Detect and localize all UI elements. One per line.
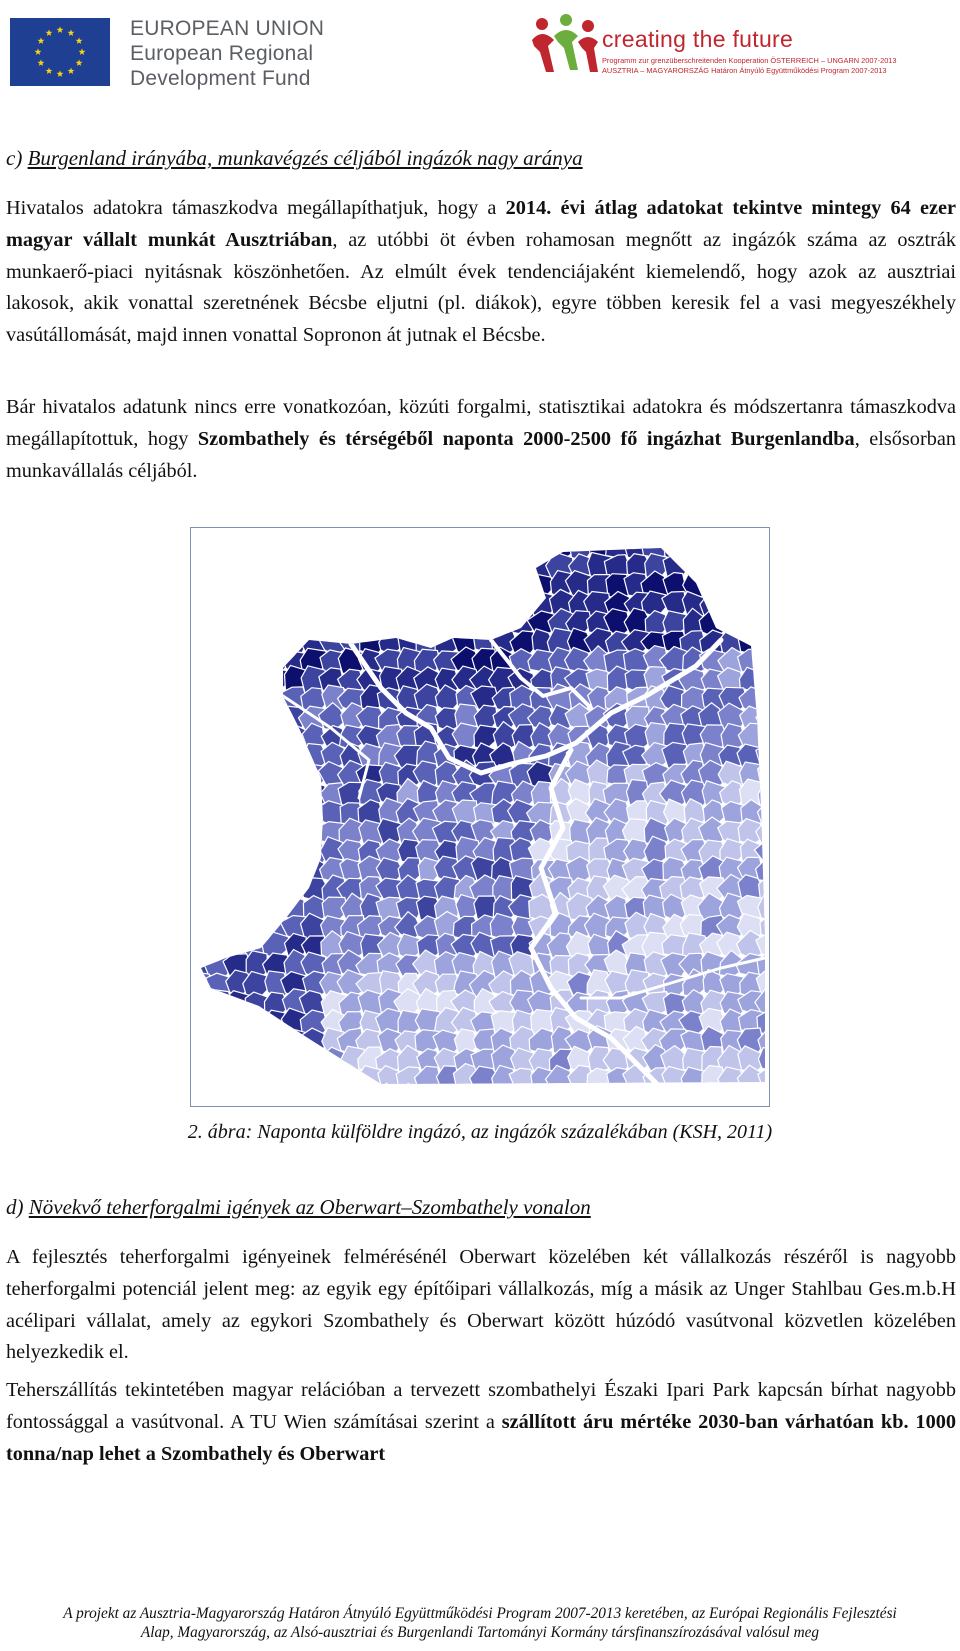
municipality-cell xyxy=(281,856,309,885)
municipality-cell xyxy=(247,801,270,826)
municipality-cell xyxy=(322,1084,346,1106)
municipality-cell xyxy=(207,762,232,789)
municipality-cell xyxy=(433,612,460,636)
municipality-cell xyxy=(455,534,479,562)
municipality-cell xyxy=(700,555,727,578)
municipality-cell xyxy=(719,572,747,599)
municipality-cell xyxy=(206,1009,231,1037)
municipality-cell xyxy=(451,1086,483,1106)
municipality-cell xyxy=(226,991,251,1017)
municipality-cell xyxy=(191,725,215,753)
municipality-cell xyxy=(264,534,290,560)
municipality-cell xyxy=(191,647,214,675)
section-title: Burgenland irányába, munkavégzés céljából ingázók nagy aránya xyxy=(27,146,583,170)
municipality-cell xyxy=(246,649,270,676)
municipality-cell xyxy=(283,573,308,597)
municipality-cell xyxy=(417,613,441,635)
municipality-cell xyxy=(205,590,234,615)
municipality-cell xyxy=(284,821,306,845)
municipality-cell xyxy=(261,1086,291,1106)
municipality-cell xyxy=(225,743,251,767)
municipality-cell xyxy=(191,1068,214,1093)
municipality-cell xyxy=(319,589,347,619)
municipality-cell xyxy=(208,858,233,885)
municipality-cell xyxy=(740,1084,766,1106)
municipality-cell xyxy=(225,779,253,808)
municipality-cell xyxy=(700,589,728,620)
municipality-cell xyxy=(417,1087,442,1106)
bold-text: Szombathely és térségéből naponta 2000-2500 fő ingázhat Burgenlandba xyxy=(197,427,855,450)
municipality-cell xyxy=(264,840,289,866)
municipality-cell xyxy=(243,574,272,600)
municipality-cell xyxy=(738,534,764,561)
municipality-cell xyxy=(205,742,231,768)
municipality-cell xyxy=(247,783,272,807)
municipality-cell xyxy=(191,801,211,827)
text-run: , az utóbbi öt évben rohamosan megnőtt az ingázók száma az osztrák munkaerő-piaci nyitásnak köszönhetően. Az elmúlt évek tendenciájaként kiemelendő, hogy azok az ausztriai lakosok, akik vonattal szeretnének Bécsbe eljutni (pl. diákok), egyre többen keresik fel a vasi megyeszékhely vasútállomását, majd innen vonattal Sopronon át jutnak el Bécsbe. xyxy=(6,228,956,347)
municipality-cell xyxy=(379,554,405,581)
municipality-cell xyxy=(263,630,292,654)
municipality-cell xyxy=(679,1088,707,1106)
municipality-cell xyxy=(226,819,252,844)
municipality-cell xyxy=(205,780,235,809)
municipality-cell xyxy=(492,552,517,581)
municipality-cell xyxy=(304,572,327,597)
municipality-cell xyxy=(700,571,728,601)
municipality-cell xyxy=(492,593,517,619)
text-run: Teherszállítás tekintetében magyar relációban a tervezett szombathelyi Északi Ipari Park kapcsán bírhat nagyobb fontossággal a vasútvonal. A TU Wien számításai szerint a xyxy=(6,1379,956,1433)
municipality-cell xyxy=(243,913,269,943)
municipality-cell xyxy=(282,610,309,639)
municipality-cell xyxy=(435,555,463,579)
text-run: Bár hivatalos adatunk nincs erre vonatkozóan, közúti forgalmi, statisztikai adatokra és módszertanra támaszkodva megállapítottuk, hogy xyxy=(6,396,956,450)
municipality-cell xyxy=(493,1085,515,1106)
paragraph xyxy=(6,392,956,487)
text-run: , elsősorban munkavállalás céljából. xyxy=(6,427,956,482)
municipality-cell xyxy=(223,570,253,597)
logo-subtitle xyxy=(602,56,897,76)
municipality-cell xyxy=(584,1087,616,1106)
municipality-cell xyxy=(246,1029,271,1056)
municipality-cell xyxy=(280,837,309,864)
municipality-cell xyxy=(242,894,272,923)
municipality-cell xyxy=(299,591,329,615)
municipality-cell xyxy=(262,742,290,770)
municipality-cell xyxy=(208,646,232,673)
municipality-cell xyxy=(719,536,744,560)
section-letter: d) xyxy=(6,1195,24,1219)
municipality-cell xyxy=(246,858,272,886)
municipality-cell xyxy=(301,611,329,635)
section-letter: c) xyxy=(6,146,23,170)
municipality-cell xyxy=(473,571,499,599)
municipality-cell xyxy=(282,781,311,807)
municipality-cell xyxy=(739,551,767,576)
municipality-cell xyxy=(205,1026,233,1055)
municipality-cell xyxy=(301,555,329,578)
municipality-cell xyxy=(472,554,500,579)
municipality-cell xyxy=(206,535,232,562)
municipality-cell xyxy=(243,1048,269,1074)
municipality-cell xyxy=(244,1009,270,1037)
municipality-cell xyxy=(265,571,292,597)
municipality-cell xyxy=(245,554,269,578)
municipality-cell xyxy=(223,764,252,790)
municipality-cell xyxy=(758,1048,769,1074)
municipality-cell xyxy=(191,707,214,732)
municipality-cell xyxy=(191,916,214,941)
municipality-cell xyxy=(207,707,232,731)
choropleth-map xyxy=(190,527,770,1107)
municipality-cell xyxy=(318,1065,349,1091)
municipality-cell xyxy=(758,1085,769,1106)
municipality-cell xyxy=(340,593,368,617)
municipality-cell xyxy=(263,896,291,923)
municipality-cell xyxy=(396,590,425,615)
municipality-cell xyxy=(227,627,251,654)
municipality-cell xyxy=(433,594,462,619)
municipality-cell xyxy=(243,762,273,791)
municipality-cell xyxy=(301,1084,329,1106)
municipality-cell xyxy=(643,1084,671,1106)
municipality-cell xyxy=(191,896,215,920)
municipality-cell xyxy=(191,762,214,789)
municipality-cell xyxy=(377,612,405,636)
people-figures-icon xyxy=(528,10,600,84)
municipality-cell xyxy=(226,551,254,581)
municipality-cell xyxy=(757,532,769,561)
municipality-cell xyxy=(206,802,235,827)
municipality-cell xyxy=(756,706,769,731)
municipality-cell xyxy=(224,1009,251,1034)
municipality-cell xyxy=(205,915,235,940)
eu-logo-line: European Regional xyxy=(130,42,314,65)
municipality-cell xyxy=(245,821,272,846)
municipality-cell xyxy=(264,724,289,751)
municipality-cell xyxy=(191,612,214,637)
municipality-cell xyxy=(741,573,766,599)
municipality-cell xyxy=(702,1087,729,1107)
municipality-cell xyxy=(547,1084,576,1106)
municipality-cell xyxy=(224,917,254,942)
municipality-cell xyxy=(339,612,366,636)
municipality-cell xyxy=(284,631,307,656)
municipality-cell xyxy=(529,534,558,559)
municipality-cell xyxy=(398,534,424,562)
municipality-cell xyxy=(191,1049,214,1074)
municipality-cell xyxy=(718,589,745,619)
municipality-cell xyxy=(245,630,272,656)
eu-logo-line: EUROPEAN UNION xyxy=(130,17,325,40)
municipality-cell xyxy=(226,703,251,734)
municipality-cell xyxy=(471,592,498,619)
municipality-cell xyxy=(739,590,764,619)
municipality-cell xyxy=(339,552,367,581)
municipality-cell xyxy=(191,574,214,600)
municipality-cell xyxy=(207,1047,235,1075)
municipality-cell xyxy=(395,610,422,635)
municipality-cell xyxy=(243,1085,269,1106)
municipality-cell xyxy=(432,572,461,601)
municipality-cell xyxy=(396,1083,423,1106)
municipality-cell xyxy=(375,1083,402,1106)
municipality-cell xyxy=(191,1085,216,1106)
municipality-cell xyxy=(397,571,426,599)
municipality-cell xyxy=(206,897,233,921)
municipality-cell xyxy=(738,629,766,654)
municipality-cell xyxy=(300,1049,327,1074)
municipality-cell xyxy=(282,1049,308,1076)
municipality-cell xyxy=(206,686,234,713)
municipality-cell xyxy=(207,1068,234,1095)
municipality-cell xyxy=(245,686,269,710)
municipality-cell xyxy=(453,592,481,618)
municipality-cell xyxy=(191,779,213,808)
municipality-cell xyxy=(722,1084,747,1106)
municipality-cell xyxy=(228,722,253,751)
municipality-cell xyxy=(263,877,291,903)
municipality-cell xyxy=(758,722,769,749)
municipality-cell xyxy=(227,896,253,921)
municipality-cell xyxy=(472,535,498,562)
municipality-cell xyxy=(205,611,234,635)
municipality-cell xyxy=(226,859,254,883)
municipality-cell xyxy=(224,592,254,617)
municipality-cell xyxy=(624,1086,649,1106)
municipality-cell xyxy=(660,1086,689,1106)
municipality-cell xyxy=(225,668,251,692)
figure-caption: 2. ábra: Naponta külföldre ingázó, az ingázók százalékában (KSH, 2011) xyxy=(187,1121,773,1143)
eu-logo-text xyxy=(130,16,324,91)
municipality-cell xyxy=(244,667,269,693)
municipality-cell xyxy=(454,571,479,599)
municipality-cell xyxy=(303,533,328,560)
municipality-cell xyxy=(377,573,402,602)
text-run: Hivatalos adatokra támaszkodva megállapíthatjuk, hogy a xyxy=(6,197,506,219)
municipality-cell xyxy=(243,611,269,639)
municipality-cell xyxy=(191,630,213,655)
municipality-cell xyxy=(414,554,441,580)
municipality-cell xyxy=(473,1088,500,1106)
footer-line: Alap, Magyarország, az Alsó-ausztriai és Burgenlandi Tartományi Kormány társfinanszírozásával valósul meg xyxy=(140,1624,820,1641)
municipality-cell xyxy=(227,801,250,824)
municipality-cell xyxy=(509,533,540,563)
municipality-cell xyxy=(191,669,214,691)
municipality-cell xyxy=(246,725,274,749)
municipality-cell xyxy=(226,532,251,562)
municipality-cell xyxy=(246,593,269,617)
municipality-cell xyxy=(263,553,288,580)
municipality-cell xyxy=(243,1068,270,1090)
municipality-cell xyxy=(339,1087,365,1106)
logo-subtitle-line: Programm zur grenzüberschreitenden Kooperation ÖSTERREICH – UNGARN 2007-2013 xyxy=(602,56,897,65)
municipality-cell xyxy=(757,627,769,657)
municipality-cell xyxy=(319,574,346,602)
municipality-cell xyxy=(266,611,289,636)
municipality-cell xyxy=(261,1048,288,1073)
municipality-cell xyxy=(757,685,769,712)
municipality-cell xyxy=(265,1066,291,1092)
municipality-cell xyxy=(702,534,729,562)
municipality-cell xyxy=(757,593,769,617)
municipality-cell xyxy=(663,535,687,561)
municipality-cell xyxy=(208,554,234,581)
municipality-cell xyxy=(225,610,253,637)
municipality-cell xyxy=(416,571,441,600)
logo-subtitle-line: AUSZTRIA – MAGYARORSZÁG Határon Átnyúló Együttműködési Program 2007-2013 xyxy=(602,66,887,75)
municipality-cell xyxy=(282,553,309,581)
logo-title: creating the future xyxy=(602,26,794,52)
municipality-cell xyxy=(358,533,387,563)
bold-text: szállított áru mértéke 2030-ban várhatóan kb. 1000 tonna/nap lehet a Szombathely és Oberwart xyxy=(6,1410,956,1465)
municipality-cell xyxy=(509,1084,537,1106)
section-heading-d xyxy=(6,1195,591,1220)
municipality-cell xyxy=(340,536,366,560)
eu-flag-icon xyxy=(10,18,110,86)
municipality-cell xyxy=(490,536,520,558)
bold-text: 2014. évi átlag adatokat tekintve mintegy 64 ezer magyar vállalt munkát Ausztriában xyxy=(6,197,956,251)
municipality-cell xyxy=(282,535,308,561)
municipality-cell xyxy=(206,839,234,864)
municipality-cell xyxy=(740,612,766,637)
municipality-cell xyxy=(359,612,386,638)
municipality-cell xyxy=(358,591,383,617)
municipality-cell xyxy=(356,555,386,580)
municipality-cell xyxy=(191,745,214,773)
municipality-cell xyxy=(433,1087,459,1106)
municipality-cell xyxy=(281,1028,308,1056)
municipality-cell xyxy=(321,609,346,637)
municipality-cell xyxy=(285,802,308,827)
eu-logo-line: Development Fund xyxy=(130,67,311,90)
municipality-cell xyxy=(223,877,251,901)
municipality-cell xyxy=(191,822,214,847)
municipality-cell xyxy=(301,1068,327,1093)
municipality-cell xyxy=(245,875,269,902)
municipality-cell xyxy=(206,722,235,753)
municipality-cell xyxy=(452,555,480,580)
municipality-cell xyxy=(191,593,215,618)
municipality-cell xyxy=(266,1028,291,1056)
commuter-share-map xyxy=(191,528,769,1106)
page-footer xyxy=(0,1604,960,1642)
paragraph xyxy=(6,193,956,352)
municipality-cell xyxy=(265,762,292,788)
municipality-cell xyxy=(435,532,459,562)
section-heading-c xyxy=(6,146,583,171)
municipality-cell xyxy=(208,629,235,656)
paragraph xyxy=(6,1375,956,1470)
municipality-cell xyxy=(338,570,366,600)
municipality-cell xyxy=(320,556,346,580)
municipality-cell xyxy=(357,1084,386,1106)
municipality-cell xyxy=(378,535,404,561)
municipality-cell xyxy=(243,707,272,733)
municipality-cell xyxy=(357,572,385,600)
eu-logo xyxy=(6,14,336,92)
municipality-cell xyxy=(282,763,311,791)
municipality-cell xyxy=(283,1087,310,1107)
municipality-cell xyxy=(204,819,234,844)
municipality-cell xyxy=(508,572,537,600)
municipality-cell xyxy=(191,991,212,1014)
municipality-cell xyxy=(191,1010,215,1037)
municipality-cell xyxy=(191,840,217,867)
municipality-cell xyxy=(756,665,769,695)
municipality-cell xyxy=(319,533,349,561)
municipality-cell xyxy=(204,875,232,905)
municipality-cell xyxy=(207,932,233,961)
section-title: Növekvő teherforgalmi igények az Oberwart–Szombathely vonalon xyxy=(28,1195,591,1219)
municipality-cell xyxy=(246,840,272,862)
municipality-cell xyxy=(283,744,310,772)
paragraph: A fejlesztés teherforgalmi igényeinek felmérésénél Oberwart közelében két vállalkozás részéről is nagyobb teherforgalmi potenciál jelent meg: az egyik egy építőipari vállalkozás, míg a másik az Unger Stahlbau Ges.m.b.H acélipari vállalat, amely az egykori Szombathely és Oberwart között húzódó vasútvonal közvetlen közelében helyezkedik el. xyxy=(6,1246,956,1364)
municipality-cell xyxy=(606,1087,633,1107)
municipality-cell xyxy=(191,533,215,562)
municipality-cell xyxy=(225,1027,253,1053)
municipality-cell xyxy=(191,1028,211,1054)
municipality-cell xyxy=(472,610,499,636)
municipality-cell xyxy=(191,554,214,582)
municipality-cell xyxy=(281,1065,307,1092)
municipality-cell xyxy=(191,874,214,902)
municipality-cell xyxy=(493,571,520,599)
municipality-cell xyxy=(225,839,252,865)
municipality-cell xyxy=(528,1086,557,1106)
municipality-cell xyxy=(261,822,291,848)
municipality-cell xyxy=(394,552,421,582)
municipality-cell xyxy=(226,1064,254,1092)
municipality-cell xyxy=(246,536,272,560)
municipality-cell xyxy=(225,648,254,676)
municipality-cell xyxy=(759,609,769,635)
municipality-cell xyxy=(264,857,289,884)
municipality-cell xyxy=(226,687,252,713)
municipality-cell xyxy=(280,591,309,616)
municipality-cell xyxy=(205,573,235,599)
municipality-cell xyxy=(227,1046,252,1074)
municipality-cell xyxy=(451,612,479,640)
municipality-cell xyxy=(511,553,539,580)
municipality-cell xyxy=(759,650,770,676)
municipality-cell xyxy=(567,1085,596,1107)
municipality-cell xyxy=(191,859,215,883)
municipality-cell xyxy=(264,784,288,805)
municipality-cell xyxy=(414,533,443,559)
municipality-cell xyxy=(759,554,769,579)
municipality-cell xyxy=(225,1086,253,1106)
municipality-cell xyxy=(204,669,235,693)
municipality-cell xyxy=(191,684,214,711)
footer-line: A projekt az Ausztria-Magyarország Határon Átnyúló Együttműködési Program 2007-2013 keretében, az Európai Regionális Fejlesztési xyxy=(63,1605,897,1622)
municipality-cell xyxy=(263,594,291,618)
municipality-cell xyxy=(756,571,769,600)
municipality-cell xyxy=(720,555,746,581)
municipality-cell xyxy=(242,742,268,772)
municipality-cell xyxy=(191,932,213,961)
municipality-cell xyxy=(265,704,290,732)
municipality-cell xyxy=(378,592,403,617)
municipality-cell xyxy=(418,590,441,615)
municipality-cell xyxy=(206,1085,233,1107)
creating-the-future-logo xyxy=(528,8,948,88)
municipality-cell xyxy=(681,534,708,561)
municipality-cell xyxy=(265,798,292,826)
